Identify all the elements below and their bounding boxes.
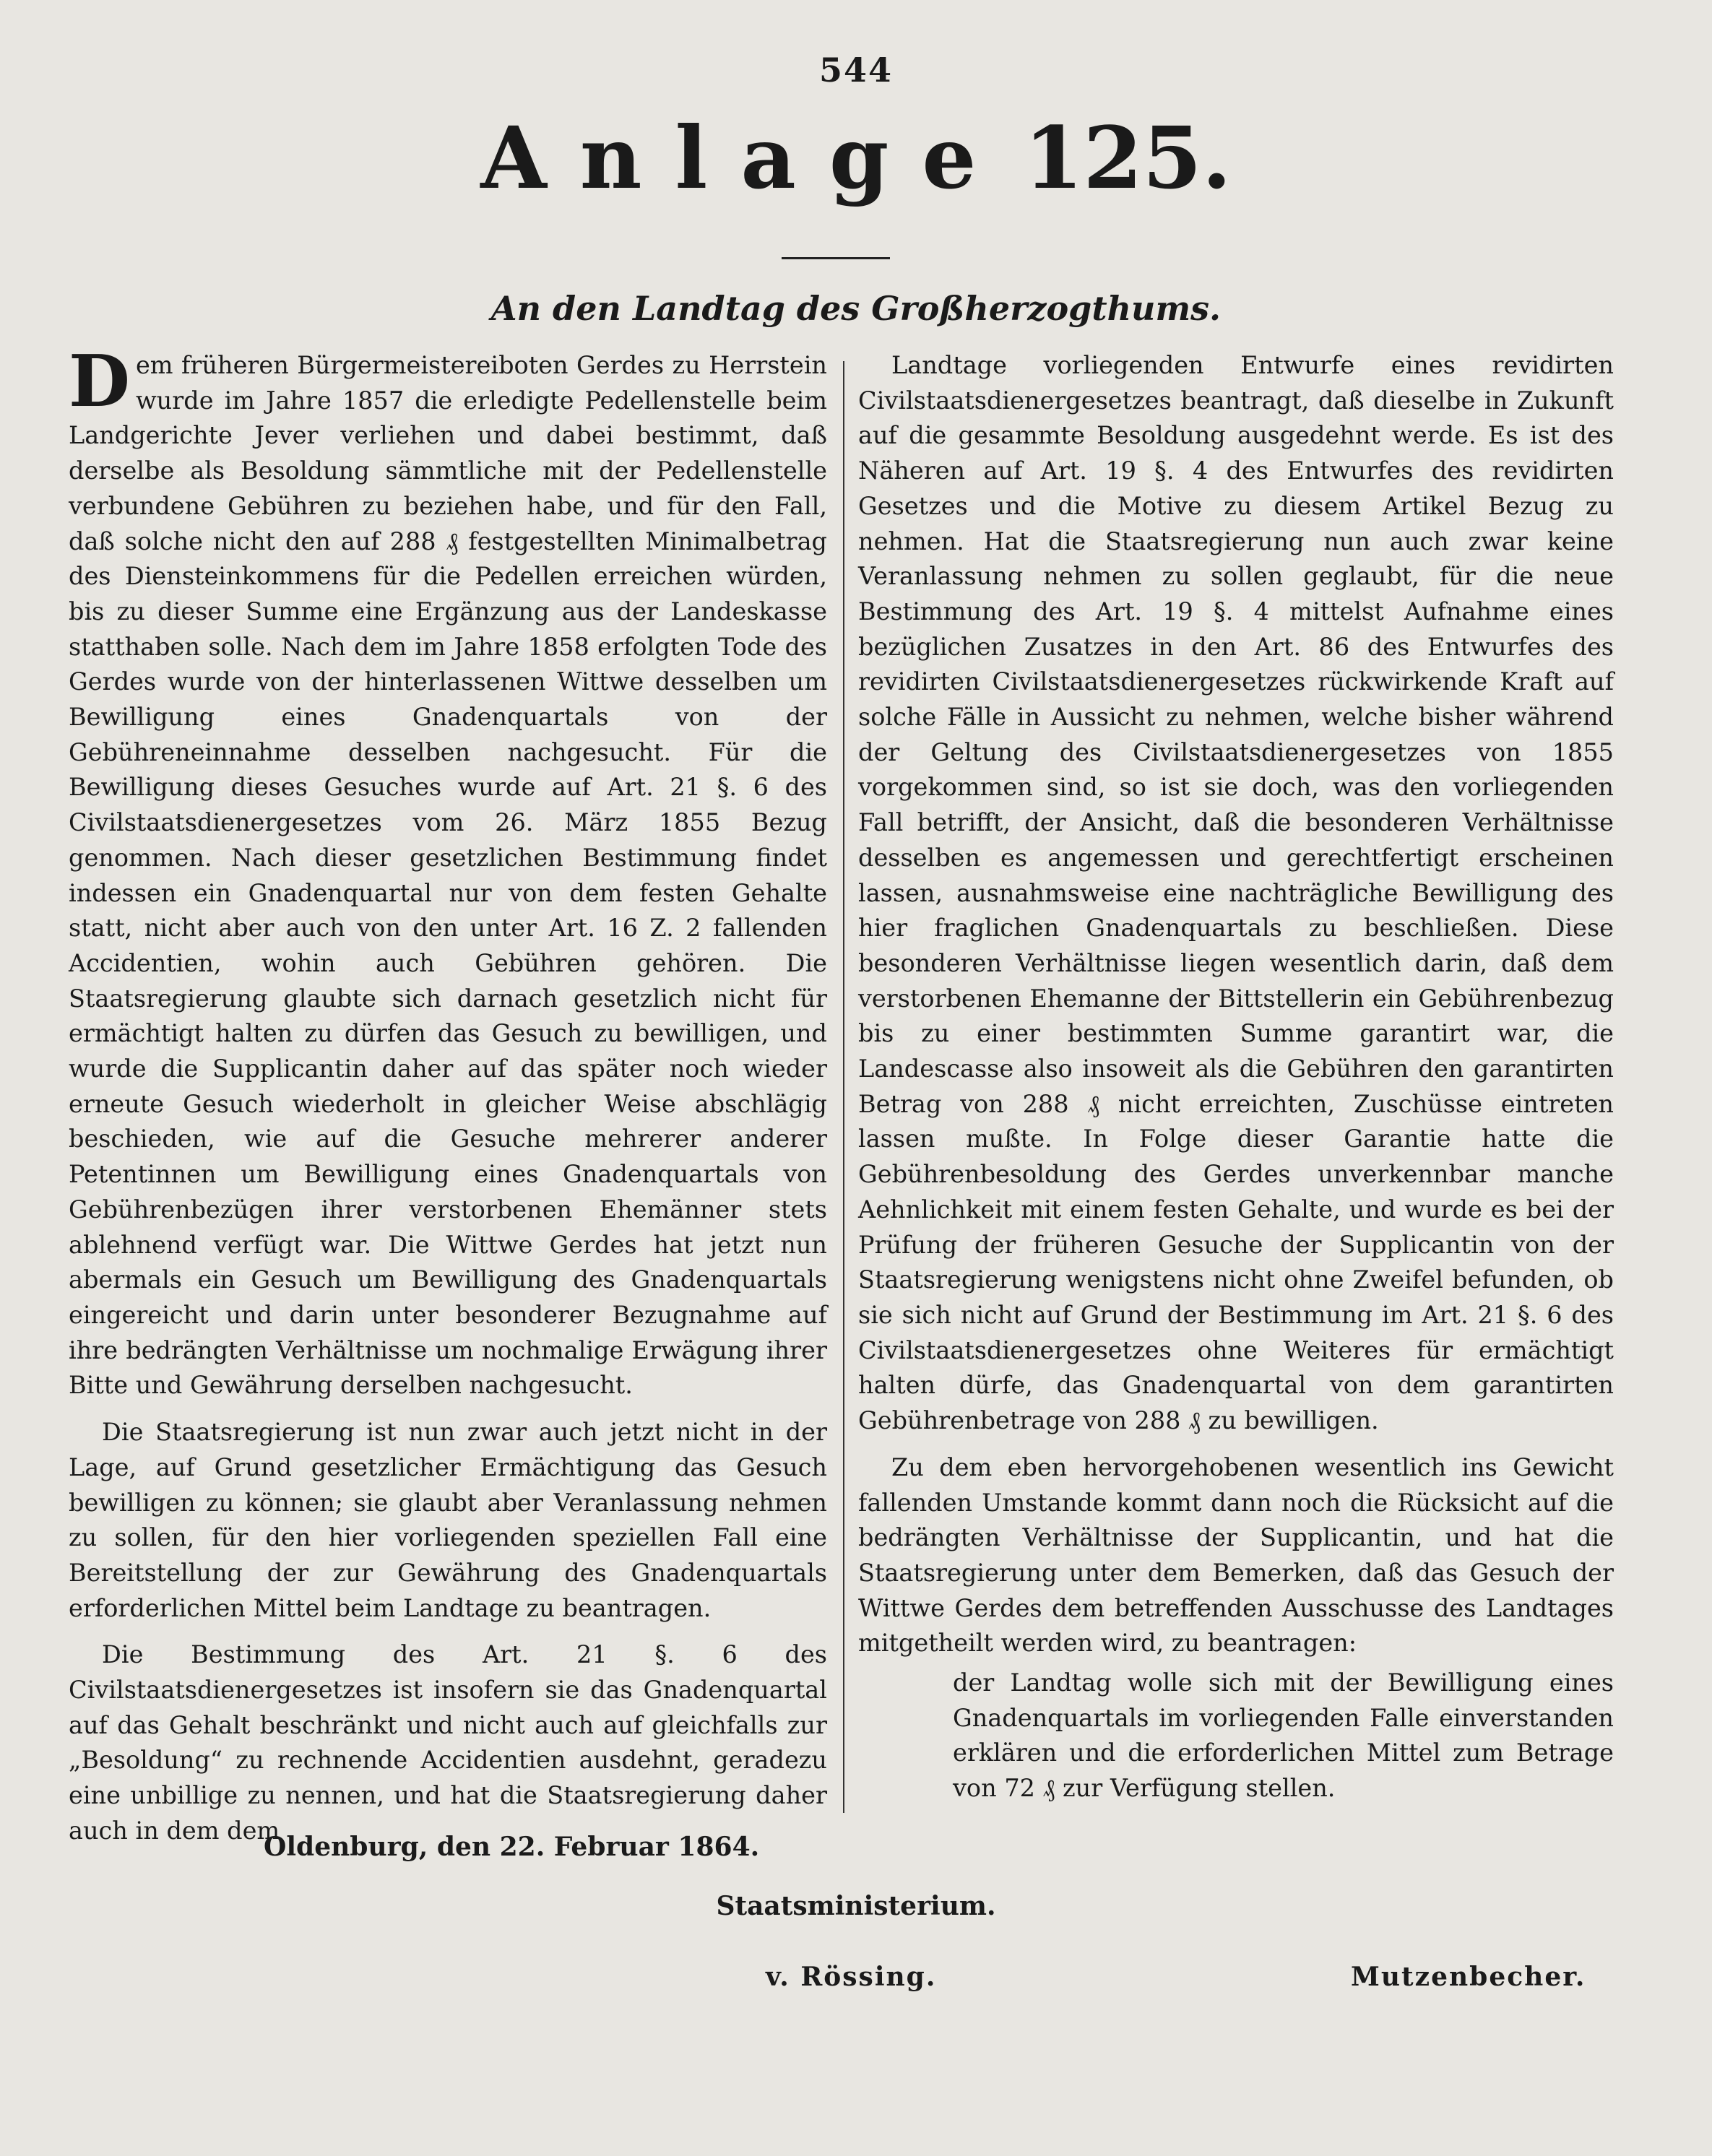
issuing-authority: Staatsministerium.: [716, 1891, 996, 1921]
title-divider: [782, 257, 890, 259]
paragraph: [69, 340, 827, 1403]
addressee-heading: An den Landtag des Großherzogthums.: [490, 289, 1222, 328]
title-word: Anlage: [480, 108, 1010, 208]
place-date: Oldenburg, den 22. Februar 1864.: [264, 1832, 760, 1862]
paragraph: Landtage vorliegenden Entwurfe eines revidirten Civilstaatsdienergesetzes beantragt, daß dieselbe in Zukunft auf die gesammte Besoldung ausgedehnt werde. Es ist des Näheren auf Art. 19 §. 4 des Entwurfes des revidirten Gesetzes und die Motive zu diesem Artikel Bezug zu nehmen. Hat die Staatsregierung nun auch zwar keine Veranlassung nehmen zu sollen geglaubt, für die neue Bestimmung des Art. 19 §. 4 mittelst Aufnahme eines bezüglichen Zusatzes in den Art. 86 des Entwurfes des revidirten Civilstaatsdienergesetzes rückwirkende Kraft auf solche Fälle in Aussicht zu nehmen, welche bisher während der Geltung des Civilstaatsdienergesetzes von 1855 vorgekommen sind, so ist sie doch, was den vorliegenden Fall betrifft, der Ansicht, daß die besonderen Verhältnisse desselben es angemessen und gerechtfertigt erscheinen lassen, ausnahmsweise eine nachträgliche Bewilligung des hier fraglichen Gnadenquartals zu beschließen. Diese besonderen Verhältnisse liegen wesentlich darin, daß dem verstorbenen Ehemanne der Bittstellerin ein Gebührenbezug bis zu einer bestimmten Summe garantirt war, die Landescasse also insoweit als die Gebühren den garantirten Betrag von 288 ₰ nicht erreichten, Zuschüsse eintreten lassen mußte. In Folge dieser Garantie hatte die Gebührenbesoldung des Gerdes unverkennbar manche Aehnlichkeit mit einem festen Gehalte, und wurde es bei der Prüfung der früheren Gesuche der Supplicantin von der Staatsregierung wenigstens nicht ohne Zweifel befunden, ob sie sich nicht auf Grund der Bestimmung im Art. 21 §. 6 des Civilstaatsdienergesetzes ohne Weiteres für ermächtigt halten dürfe, das Gnadenquartal von dem garantirten Gebührenbetrage von 288 ₰ zu bewilligen.: [858, 351, 1614, 1435]
signature-right: Mutzenbecher.: [1351, 1962, 1586, 1992]
petition-text: der Landtag wolle sich mit der Bewilligung eines Gnadenquartals im vorliegenden Falle einverstanden erklären und die erforderlichen Mittel zum Betrage von 72 ₰ zur Verfügung stellen.: [953, 1668, 1614, 1803]
right-column: [858, 348, 1614, 1806]
title-number: 125.: [1024, 108, 1232, 208]
paragraph: Die Bestimmung des Art. 21 §. 6 des Civilstaatsdienergesetzes ist insofern sie das Gnadenquartal auf das Gehalt beschränkt und nicht auch auf gleichfalls zur „Besoldung“ zu rechnende Accidentien ausdehnt, geradezu eine unbillige zu nennen, und hat die Staatsregierung daher auch in dem dem: [69, 1640, 827, 1845]
left-column: [69, 340, 827, 1849]
drop-cap: D: [69, 340, 130, 423]
column-divider: [843, 361, 844, 1813]
paragraph: Die Staatsregierung ist nun zwar auch jetzt nicht in der Lage, auf Grund gesetzlicher Ermächtigung das Gesuch bewilligen zu können; sie glaubt aber Veranlassung nehmen zu sollen, für den hier vorliegenden speziellen Fall eine Bereitstellung der zur Gewährung des Gnadenquartals erforderlichen Mittel beim Landtage zu beantragen.: [69, 1418, 827, 1622]
paragraph-text: em früheren Bürgermeistereiboten Gerdes zu Herrstein wurde im Jahre 1857 die erledigte Pedellenstelle beim Landgerichte Jever verliehen und dabei bestimmt, daß derselbe als Besoldung sämmtliche mit der Pedellenstelle verbundene Gebühren zu beziehen habe, und für den Fall, daß solche nicht den auf 288 ₰ festgestellten Minimalbetrag des Diensteinkommens für die Pedellen erreichen würden, bis zu dieser Summe eine Ergänzung aus der Landeskasse statthaben solle. Nach dem im Jahre 1858 erfolgten Tode des Gerdes wurde von der hinterlassenen Wittwe desselben um Bewilligung eines Gnadenquartals von der Gebühreneinnahme desselben nachgesucht. Für die Bewilligung dieses Gesuches wurde auf Art. 21 §. 6 des Civilstaatsdienergesetzes vom 26. März 1855 Bezug genommen. Nach dieser gesetzlichen Bestimmung findet indessen ein Gnadenquartal nur von dem festen Gehalte statt, nicht aber auch von den unter Art. 16 Z. 2 fallenden Accidentien, wohin auch Gebühren gehören. Die Staatsregierung glaubte sich darnach gesetzlich nicht für ermächtigt halten zu dürfen das Gesuch zu bewilligen, und wurde die Supplicantin daher auf das später noch wieder erneute Gesuch wiederholt in gleicher Weise abschlägig beschieden, wie auf die Gesuche mehrerer anderer Petentinnen um Bewilligung eines Gnadenquartals von Gebührenbezügen ihrer verstorbenen Ehemänner stets ablehnend verfügt war. Die Wittwe Gerdes hat jetzt nun abermals ein Gesuch um Bewilligung des Gnadenquartals eingereicht und darin unter besonderer Bezugnahme auf ihre bedrängten Verhältnisse um nochmalige Erwägung ihrer Bitte und Gewährung derselben nachgesucht.: [69, 351, 827, 1400]
document-title: [0, 108, 1712, 208]
signature-left: v. Rössing.: [766, 1962, 937, 1992]
page-number: 544: [818, 51, 894, 90]
paragraph: Zu dem eben hervorgehobenen wesentlich ins Gewicht fallenden Umstande kommt dann noch die Rücksicht auf die bedrängten Verhältnisse der Supplicantin, und hat die Staatsregierung unter dem Bemerken, daß das Gesuch der Wittwe Gerdes dem betreffenden Ausschusse des Landtages mitgetheilt werden wird, zu beantragen:: [858, 1453, 1614, 1658]
